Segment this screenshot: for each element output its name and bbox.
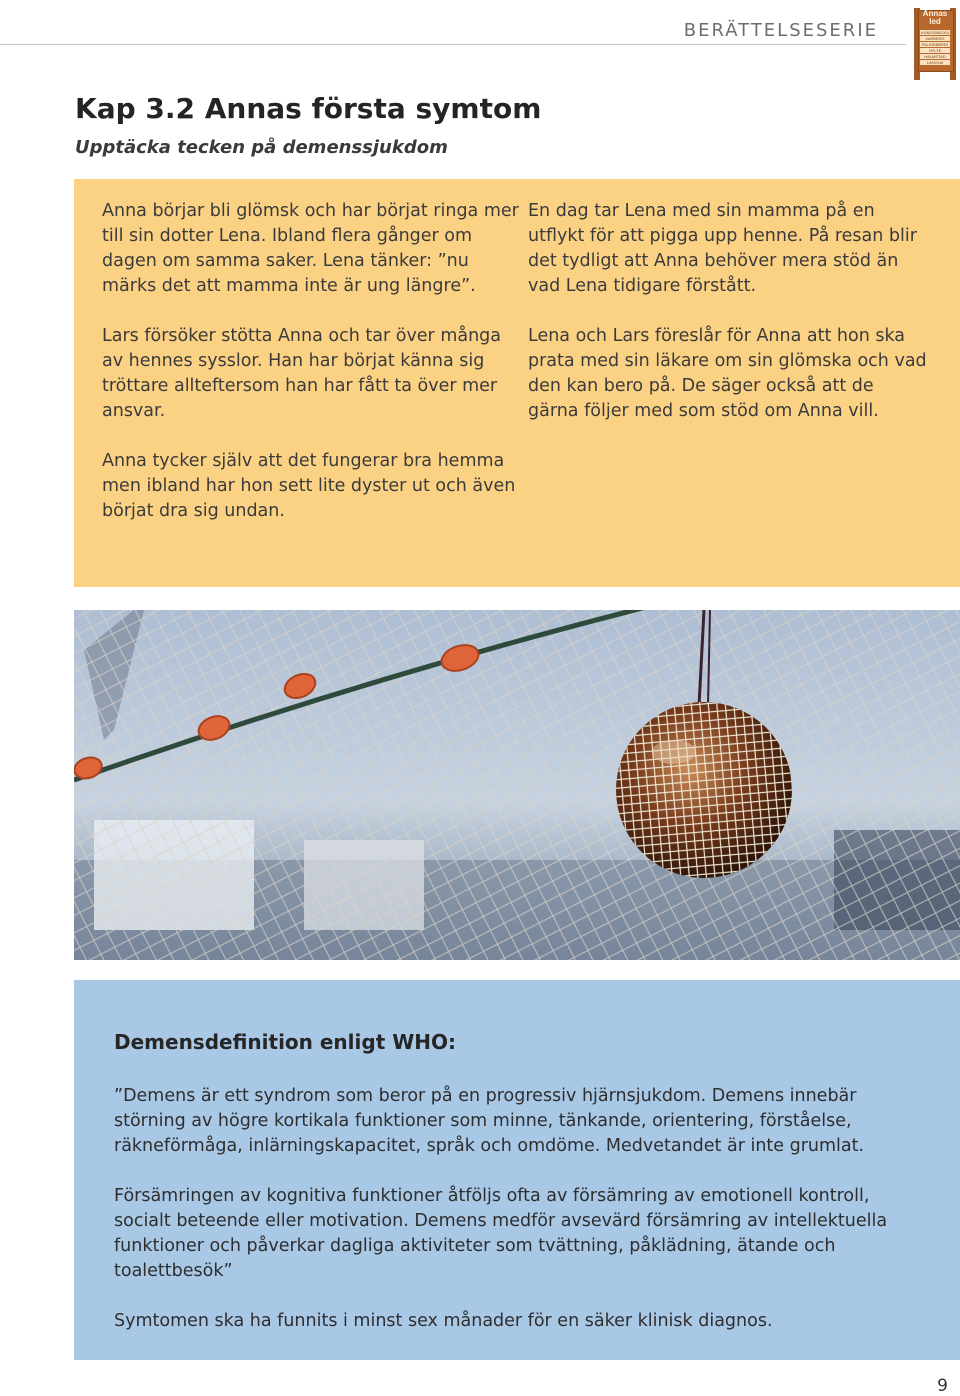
who-paragraph: Försämringen av kognitiva funktioner åtföljs ofta av försämring av emotionell kontroll, socialt beteende eller motivation. Demens medför avsevärd försämring av intellektuella funktioner och påverkar dagliga aktiviteter som tvättning, påklädning, ätande och toalettbesök” (114, 1186, 888, 1281)
logo-town: HYLTE (920, 48, 950, 53)
page-subtitle: Upptäcka tecken på demenssjukdom (75, 137, 448, 158)
story-paragraph: Lena och Lars föreslår för Anna att hon ska prata med sin läkare om sin glömska och vad den kan bero på. De säger också att de gärna följer med som stöd om Anna vill. (528, 326, 927, 421)
logo-town: KUNGSBACKA (921, 30, 949, 35)
page-title: Kap 3.2 Annas första symtom (75, 92, 542, 125)
story-paragraph: En dag tar Lena med sin mamma på en utflykt för att pigga upp henne. På resan blir det tydligt att Anna behöver mera stöd än vad Lena tidigare förstått. (528, 201, 917, 296)
who-definition-box (74, 980, 960, 1360)
who-paragraph: Symtomen ska ha funnits i minst sex månader för en säker klinisk diagnos. (114, 1311, 773, 1331)
logo-town: LAHOLM (920, 60, 950, 65)
story-paragraph: Anna tycker själv att det fungerar bra hemma men ibland har hon sett lite dyster ut och även börjat dra sig undan. (102, 451, 516, 521)
logo-town: VARBERG (920, 36, 950, 41)
story-box (74, 179, 960, 587)
who-heading: Demensdefinition enligt WHO: (114, 1030, 457, 1054)
who-body (114, 1084, 926, 1359)
logo-title-1: Annas (922, 9, 948, 18)
logo-town: HALMSTAD (920, 54, 950, 59)
annas-led-logo (912, 2, 958, 80)
fishing-net-photo (74, 610, 960, 960)
logo-title-2: led (929, 17, 941, 26)
header-rule (0, 44, 906, 45)
who-paragraph: ”Demens är ett syndrom som beror på en progressiv hjärnsjukdom. Demens innebär störning av högre kortikala funktioner som minne, tänkande, orientering, förståelse, räkneförmåga, inlärningskapacitet, språk och omdöme. Medvetandet är inte grumlat. (114, 1086, 865, 1156)
page-number: 9 (937, 1376, 948, 1396)
logo-town: FALKENBERG (921, 42, 949, 47)
story-right-column (528, 199, 928, 449)
story-paragraph: Lars försöker stötta Anna och tar över många av hennes sysslor. Han har börjat känna sig tröttare allteftersom han har fått ta över mer ansvar. (102, 326, 502, 421)
story-paragraph: Anna börjar bli glömsk och har börjat ringa mer till sin dotter Lena. Ibland flera gånger om dagen om samma saker. Lena tänker: ”nu märks det att mamma inte är ung längre”. (102, 201, 519, 296)
story-left-column (102, 199, 522, 549)
series-label: BERÄTTELSESERIE (683, 20, 878, 41)
